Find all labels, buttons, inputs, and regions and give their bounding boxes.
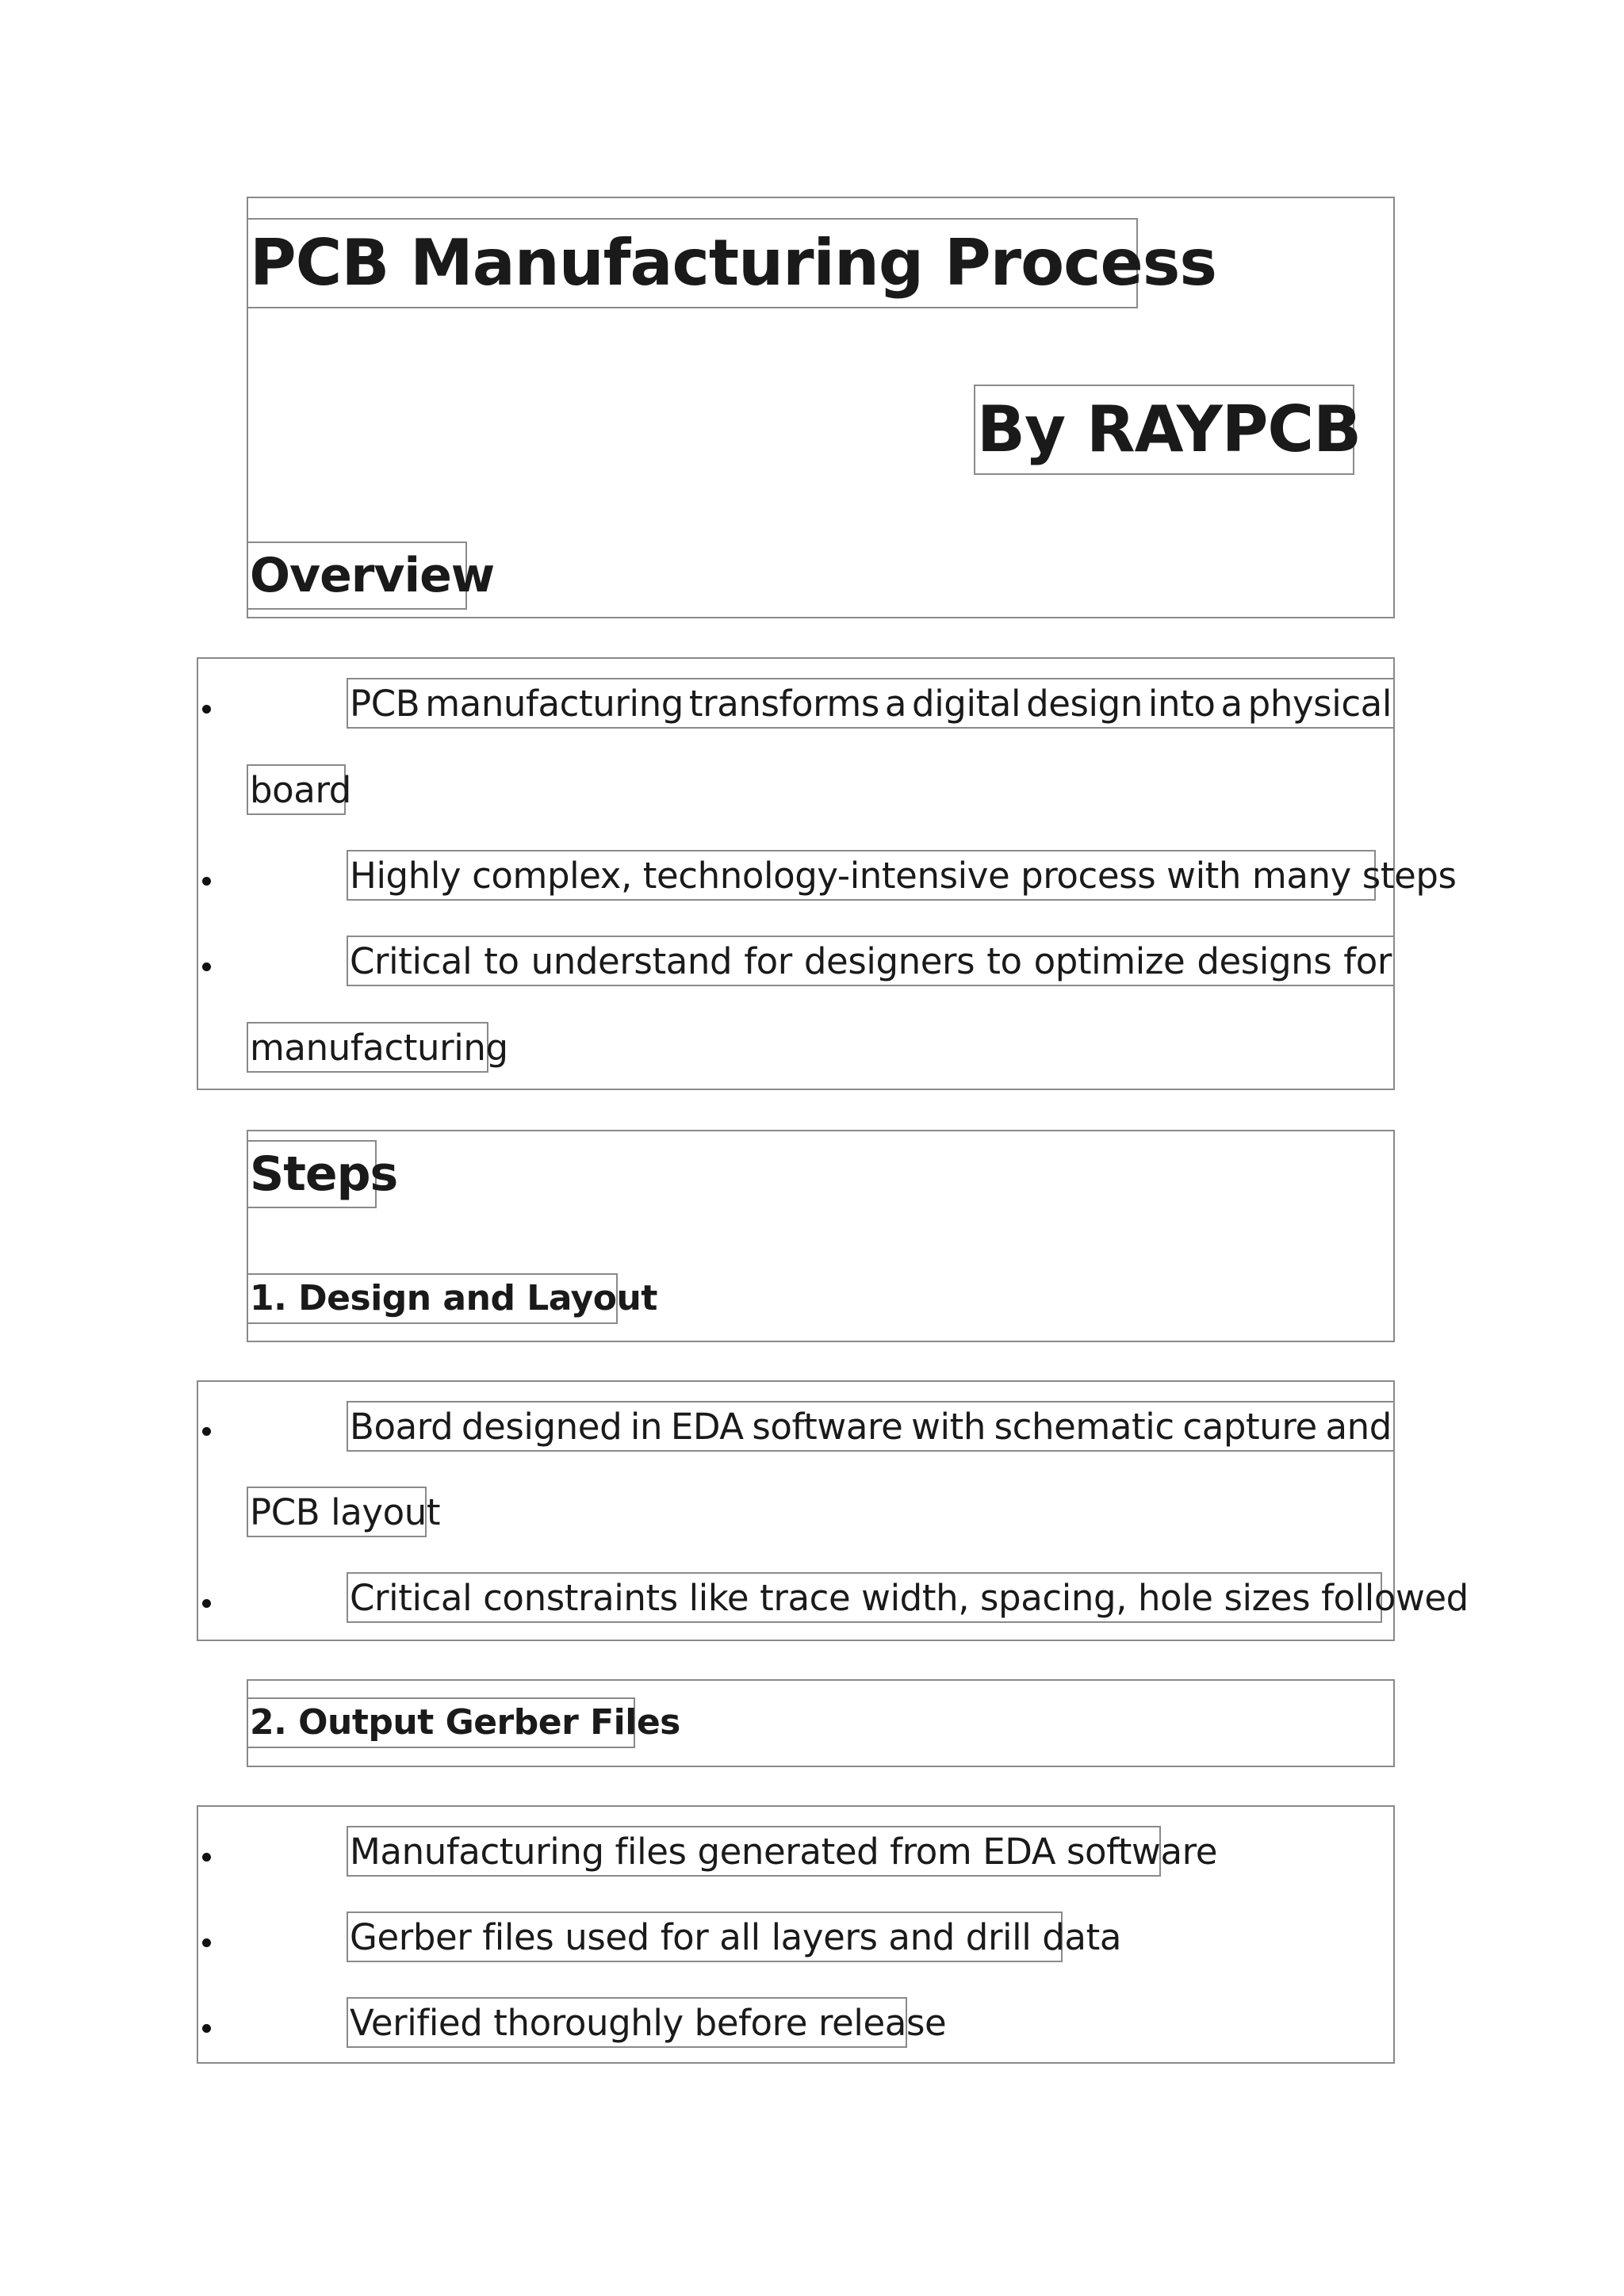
- step-1-heading: 1. Design and Layout: [247, 1273, 618, 1324]
- document-title: PCB Manufacturing Process: [247, 218, 1138, 308]
- overview-bullet-1-line-2: board: [247, 764, 346, 815]
- bullet-icon: [202, 1599, 211, 1608]
- step-2-heading: 2. Output Gerber Files: [247, 1697, 635, 1748]
- overview-bullet-2-line-1: Highly complex, technology-intensive process with many steps: [347, 850, 1376, 901]
- bullet-icon: [202, 962, 211, 971]
- step-2-bullet-1-line-1: Manufacturing files generated from EDA software: [347, 1826, 1161, 1877]
- step-1-bullet-1-line-1: Board designed in EDA software with schematic capture and: [347, 1401, 1395, 1452]
- steps-heading: Steps: [247, 1140, 377, 1208]
- bullet-icon: [202, 1938, 211, 1947]
- step-2-bullet-3-line-1: Verified thoroughly before release: [347, 1997, 907, 2048]
- bullet-icon: [202, 2024, 211, 2033]
- overview-bullet-3-line-1: Critical to understand for designers to optimize designs for: [347, 936, 1395, 986]
- bullet-icon: [202, 877, 211, 886]
- byline: By RAYPCB: [974, 385, 1354, 475]
- overview-heading: Overview: [247, 541, 467, 610]
- step-2-bullet-2-line-1: Gerber files used for all layers and drill data: [347, 1911, 1063, 1962]
- step-1-bullet-1-line-2: PCB layout: [247, 1487, 427, 1537]
- bullet-icon: [202, 1427, 211, 1436]
- bullet-icon: [202, 1853, 211, 1862]
- step-1-bullet-2-line-1: Critical constraints like trace width, spacing, hole sizes followed: [347, 1572, 1382, 1623]
- overview-bullet-1-line-1: PCB manufacturing transforms a digital design into a physical: [347, 678, 1395, 729]
- bullet-icon: [202, 705, 211, 714]
- overview-bullet-3-line-2: manufacturing: [247, 1022, 488, 1073]
